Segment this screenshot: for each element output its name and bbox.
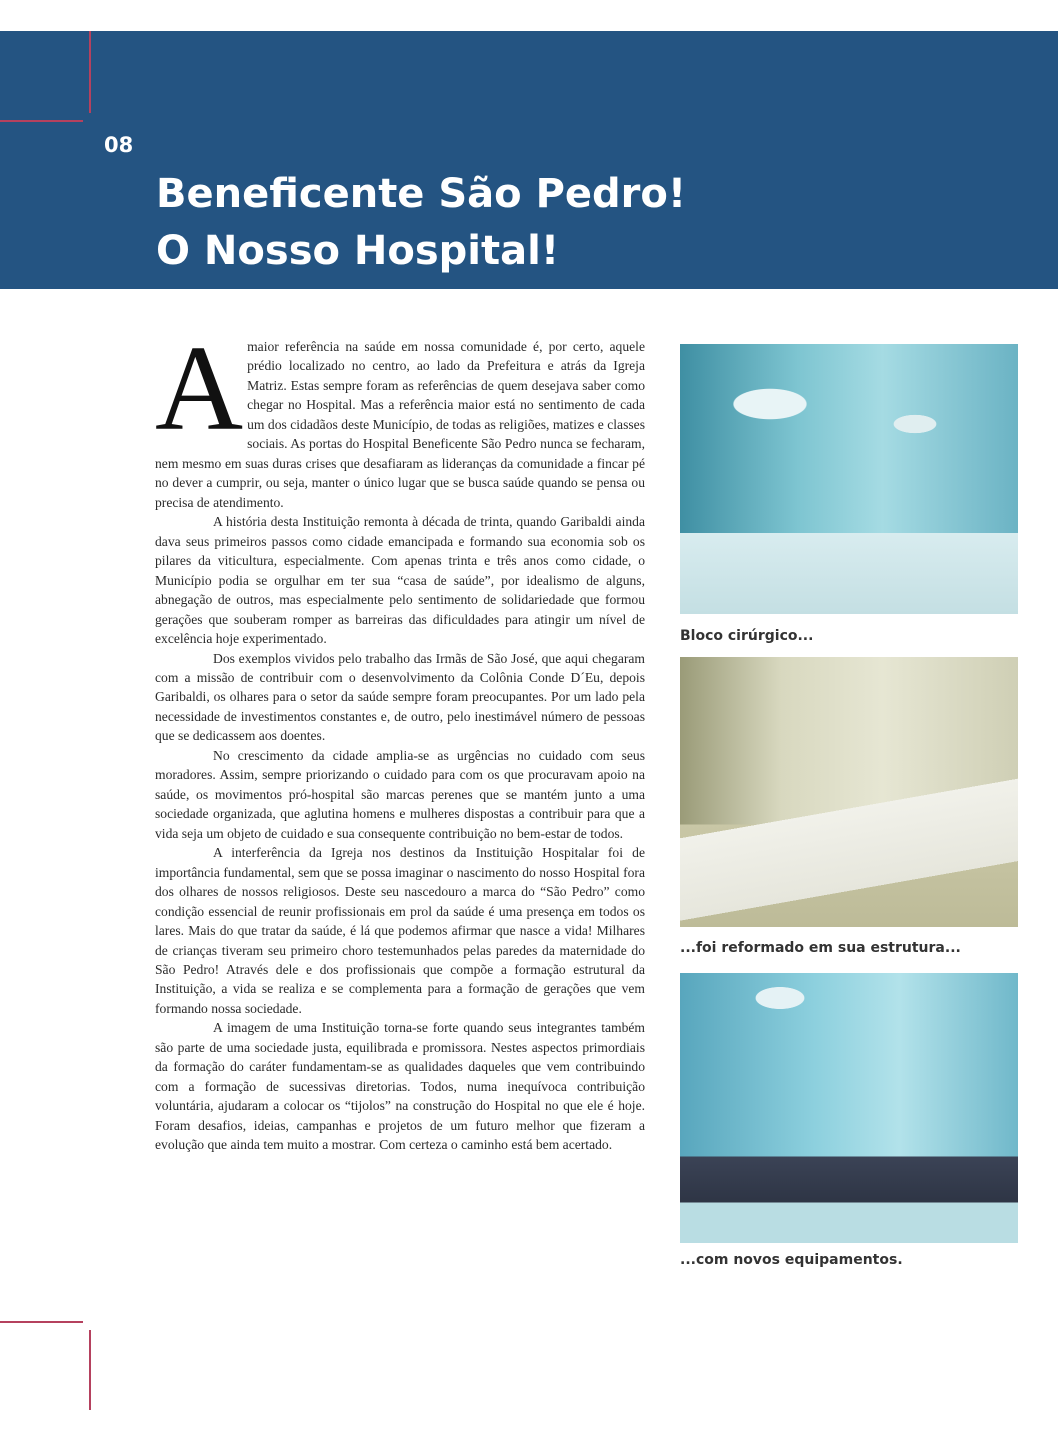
photo-caption: ...foi reformado em sua estrutura... — [680, 940, 961, 956]
page-title — [156, 166, 686, 280]
page-number: 08 — [104, 133, 134, 157]
article-paragraph: Dos exemplos vividos pelo trabalho das Irmãs de São José, que aqui chegaram com a missão de contribuir com o desenvolvimento da Colônia Conde D´Eu, depois Garibaldi, os olhares para o setor da saúde sempre foram preocupantes. Por um lado pela necessidade de investimentos constantes e, de outro, pelo inestimável número de pessoas que se dedicassem aos doentes. — [155, 650, 645, 744]
crop-mark-line — [89, 31, 91, 113]
article-paragraph: No crescimento da cidade amplia-se as urgências no cuidado com seus moradores. Assim, sempre priorizando o cuidado para com os que procuravam apoio na saúde, os movimentos pró-hospital são marcas perenes que se mantém junto a uma sociedade organizada, que aglutina homens e mulheres dispostas a contribuir para que a vida seja um objeto de cuidado e sua consequente contribuição no bem-estar de todos. — [155, 747, 645, 841]
title-line-2: O Nosso Hospital! — [156, 228, 560, 274]
photo-new-equipment — [680, 973, 1018, 1243]
article-paragraph: A interferência da Igreja nos destinos da Instituição Hospitalar foi de importância fundamental, sem que se possa imaginar o nascimento do nosso Hospital fora dos olhares de nossos religiosos. Deste seu nascedouro a marca do “São Pedro” como condição essencial de reunir profissionais em prol da saúde é uma presença em todos os lares. Mais do que tratar da saúde, é lá que podemos afirmar que nasce a vida! Milhares de crianças tiveram seu primeiro choro testemunhados pelas paredes da maternidade do São Pedro! Através dele e dos profissionais que compõe a formação estrutural da Instituição, a vida se realiza e se complementa para a formação de gerações que vem formando nossa sociedade. — [155, 845, 645, 1016]
paragraph-text: maior referência na saúde em nossa comunidade é, por certo, aquele prédio localizado no centro, ao lado da Prefeitura e atrás da Igreja Matriz. Estas sempre foram as referências de quem desejava saber como chegar no Hospital. Mas a referência maior está no sentimento de cada um dos cidadãos deste Município, de todas as religiões, matizes e classes sociais. As portas do Hospital Beneficente São Pedro nunca se fecharam, nem mesmo em suas duras crises que desafiaram as lideranças da comunidade a fincar pé no dever a cumprir, ou seja, manter o único lugar que se busca saúde quando se pensa ou precisa de atendimento. — [155, 339, 645, 510]
photo-renovated-room — [680, 657, 1018, 927]
photo-surgical-room — [680, 344, 1018, 614]
crop-mark-line — [89, 1330, 91, 1410]
title-line-1: Beneficente São Pedro! — [156, 171, 687, 217]
crop-mark-line — [0, 120, 83, 122]
article-paragraph — [155, 321, 645, 512]
article-paragraph: A imagem de uma Instituição torna-se forte quando seus integrantes também são parte de uma sociedade justa, equilibrada e promissora. Nestes aspectos primordiais da formação do caráter fundamentam-se as qualidades daqueles que vem contribuindo com a formação de sucessivas diretorias. Todos, numa inequívoca contribuição voluntária, ajudaram a colocar os “tijolos” na construção do Hospital no que ele é hoje. Foram desafios, ideias, campanhas e projetos de um futuro melhor que fizeram a evolução que ainda tem muito a mostrar. Com certeza o caminho está bem acertado. — [155, 1020, 645, 1153]
drop-cap: A — [155, 321, 244, 456]
photo-caption: Bloco cirúrgico... — [680, 628, 814, 644]
crop-mark-line — [0, 1321, 83, 1323]
article-body — [155, 321, 645, 1155]
photo-caption: ...com novos equipamentos. — [680, 1252, 903, 1268]
article-paragraph: A história desta Instituição remonta à década de trinta, quando Garibaldi ainda dava seus primeiros passos como cidade emancipada e formando sua economia sob os pilares da viticultura, especialmente. Com apenas trinta e três anos como cidade, o Município podia se orgulhar em ter sua “casa de saúde”, por idealismo de alguns, abnegação de outros, mas especialmente pelo sentimento de solidariedade que formou gerações que souberam romper as barreiras das dificuldades para atingir um nível de excelência hoje experimentado. — [155, 514, 645, 647]
